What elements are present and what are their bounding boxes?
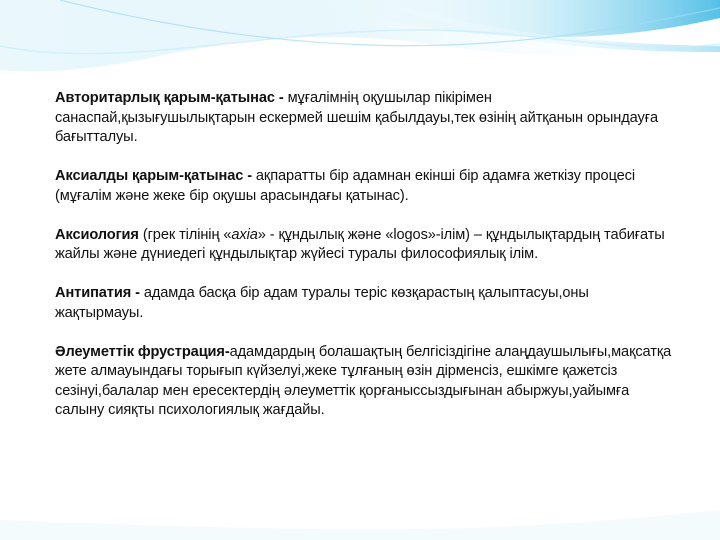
- definition-text-before: (грек тілінің «: [138, 226, 232, 243]
- definition-term: Антипатия -: [55, 285, 140, 301]
- definition-authoritarian: [55, 89, 680, 148]
- definition-italic-word: axia: [231, 226, 258, 243]
- definition-term: Аксиология: [55, 226, 139, 243]
- wave-shape-bottom: [0, 510, 720, 540]
- definition-axial: [55, 167, 680, 206]
- definitions-text-block: [55, 89, 680, 440]
- definition-social-frustration: [55, 343, 680, 421]
- definition-text: адамда басқа бір адам туралы теріс көзқарастың қалыптасуы,оны жақтырмауы.: [55, 285, 589, 321]
- definition-text-middle: » - құндылық және «: [257, 226, 394, 243]
- definition-antipathy: [55, 284, 680, 323]
- definition-term: Аксиалды қарым-қатынас -: [55, 168, 252, 184]
- definition-axiology: [55, 226, 680, 265]
- definition-text: мұғалімнің оқушылар пікірімен санаспай,қызығушылықтарын ескермей шешім қабылдауы,тек өзінің айтқанын орындауға бағытталуы.: [55, 90, 658, 145]
- definition-word-logos: logos: [393, 226, 428, 243]
- definition-text-after: »-ілім) – құндылықтардың табиғаты жайлы және дүниедегі құндылықтар жүйесі туралы философиялық ілім.: [55, 226, 665, 262]
- definition-term: Авторитарлық қарым-қатынас -: [55, 90, 284, 106]
- definition-text: ақпаратты бір адамнан екінші бір адамға жеткізу процесі (мұғалім және жеке бір оқушы арасындағы қатынас).: [55, 168, 636, 204]
- definition-text: адамдардың болашақтың белгісіздігіне алаңдаушылығы,мақсатқа жете алмауындағы торығып күйзелуі,жеке тұлғаның өзін дірменсіз, ешкімге қажетсіз сезінуі,балалар мен ересектердің әлеуметтік қорғаныссыздығынан абыржуы,уайымға салыну сияқты психологиялық жағдайы.: [55, 343, 672, 418]
- definition-term: Әлеуметтік фрустрация-: [55, 343, 230, 360]
